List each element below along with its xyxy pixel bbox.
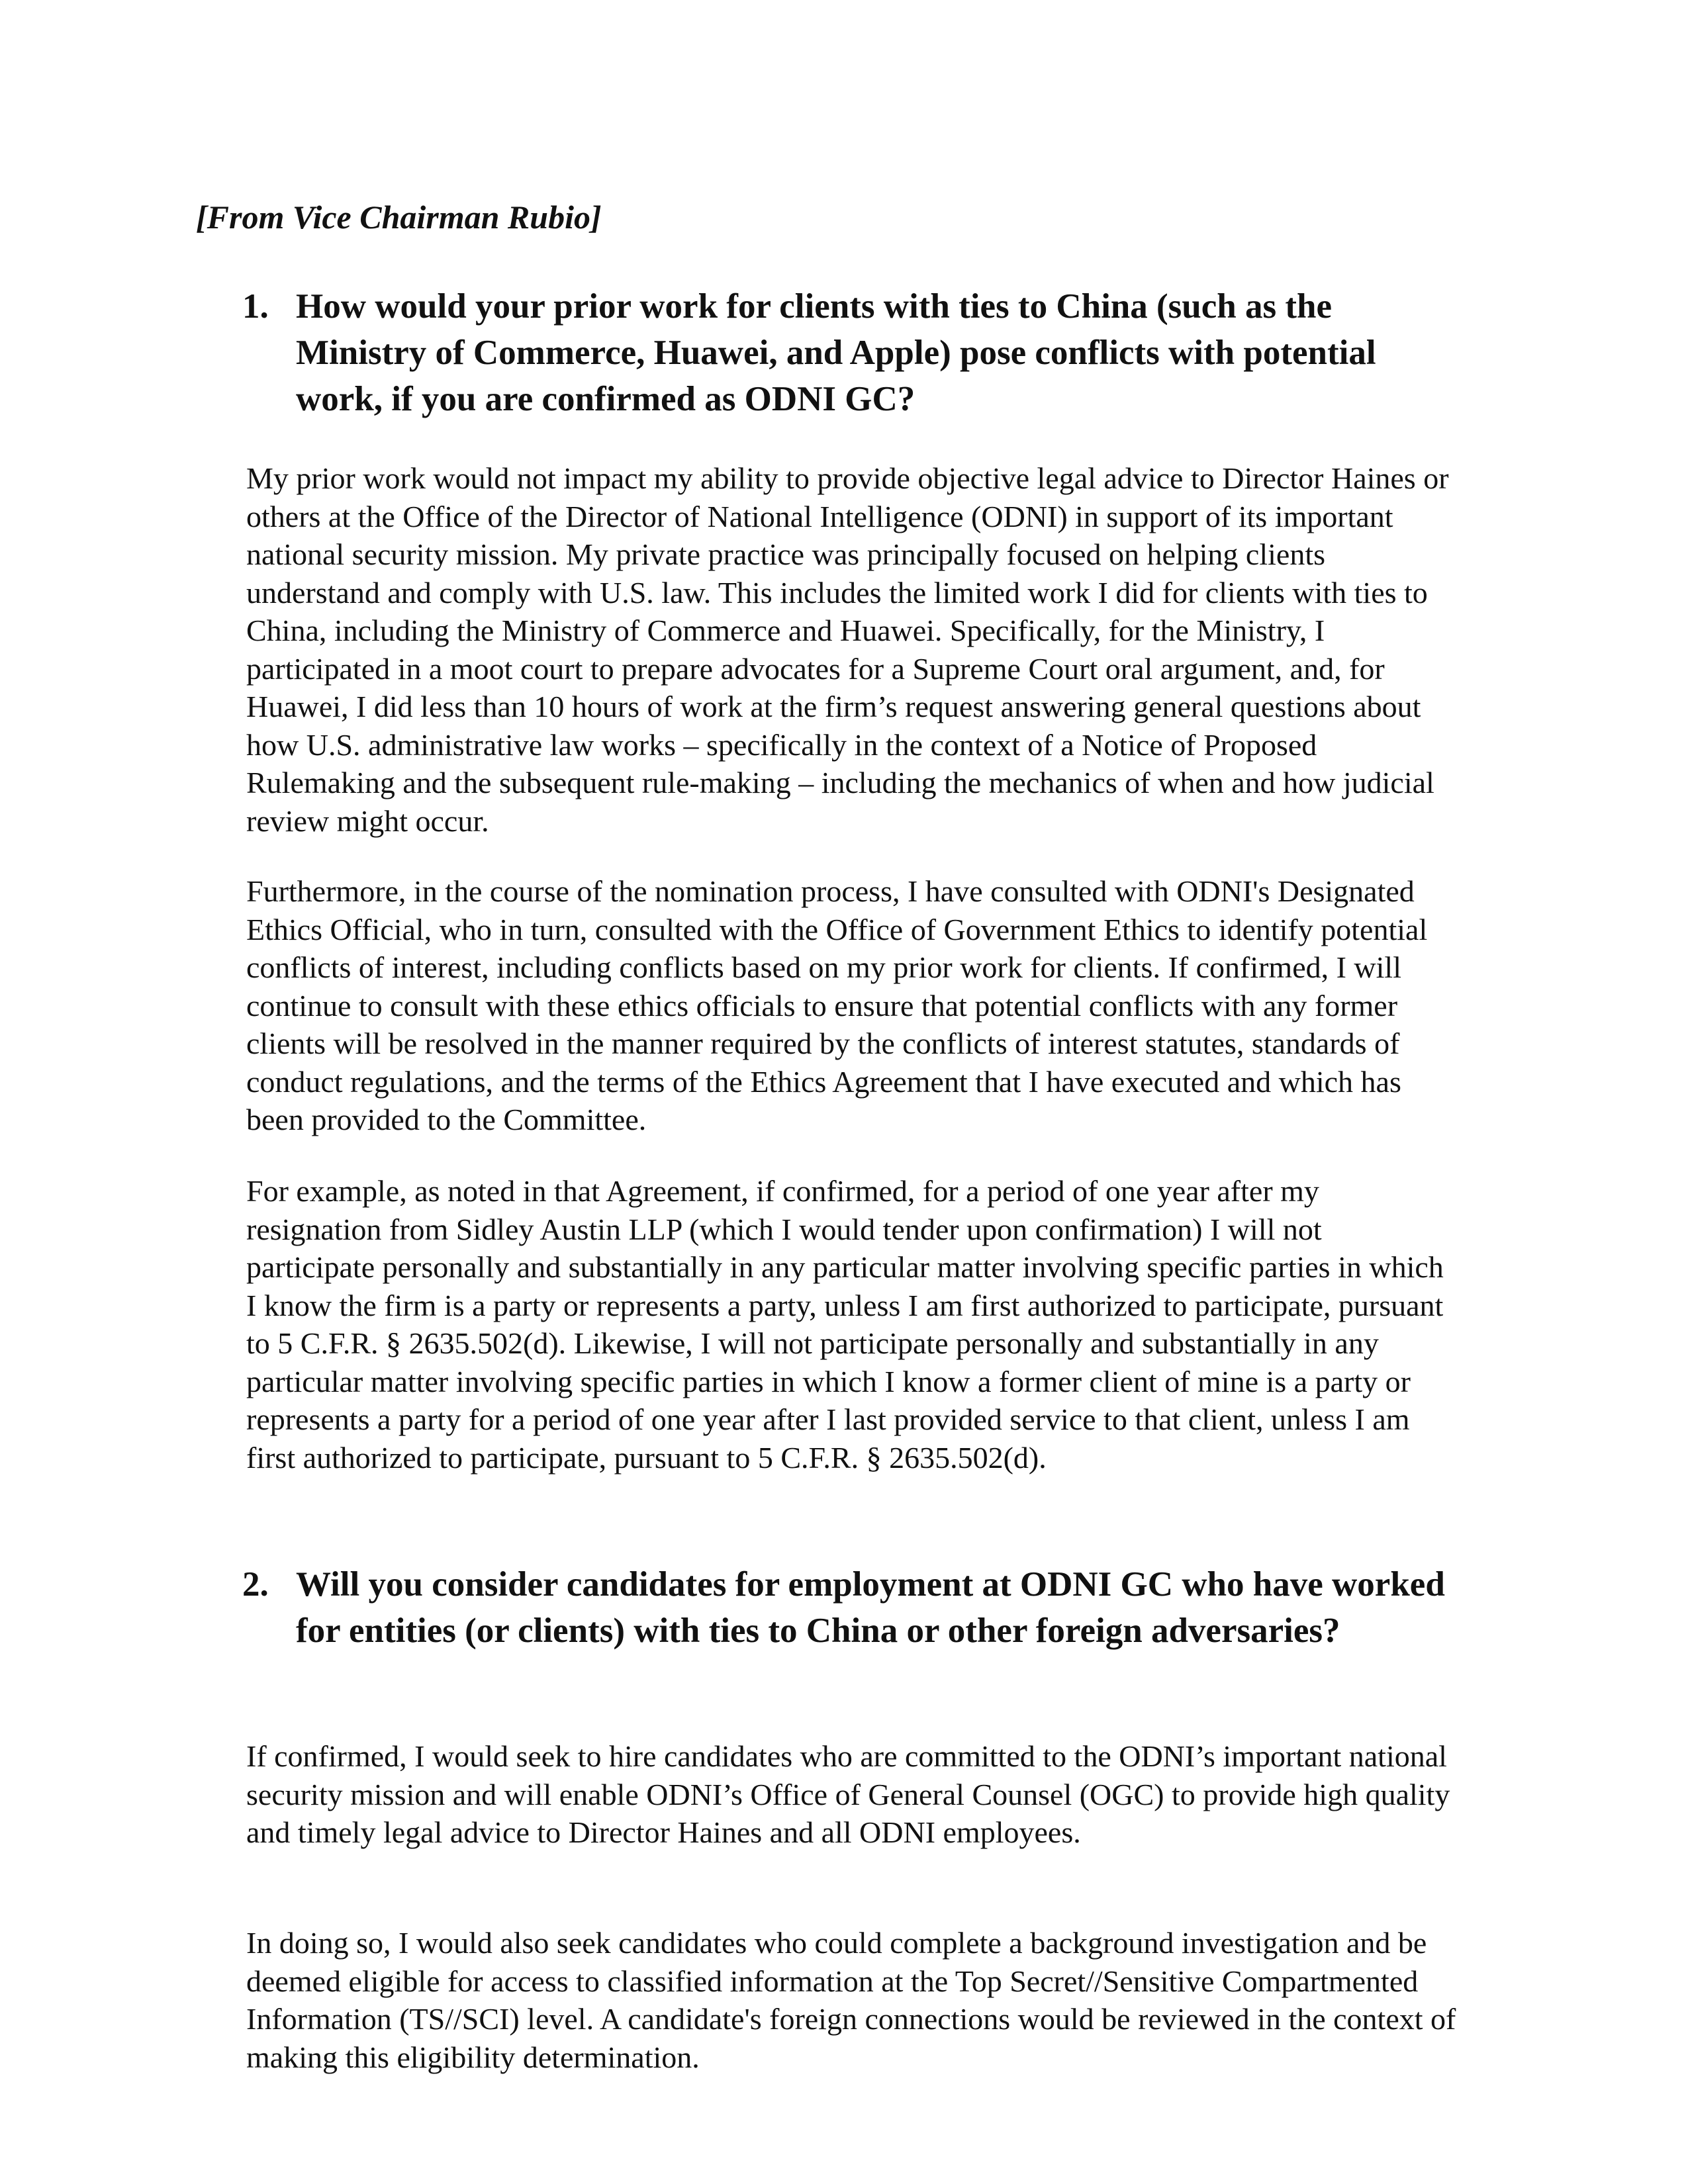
question-number: 1. [242,287,269,326]
question-number: 2. [242,1565,269,1604]
answer-paragraph: In doing so, I would also seek candidates who could complete a background investigation and be deemed eligible for access to classified information at the Top Secret//Sensitive Compartmented Information (TS//SCI) level. A candidate's foreign connections would be reviewed in the context of making this eligibility determination. [246,1926,1456,2074]
header-note: [From Vice Chairman Rubio] [196,199,602,236]
question-1 [242,283,1460,422]
answer-paragraph: My prior work would not impact my ability to provide objective legal advice to Director Haines or others at the Office of the Director of National Intelligence (ODNI) in support of its important national security mission. My private practice was principally focused on helping clients understand and comply with U.S. law. This includes the limited work I did for clients with ties to China, including the Ministry of Commerce and Huawei. Specifically, for the Ministry, I participated in a moot court to prepare advocates for a Supreme Court oral argument, and, for Huawei, I did less than 10 hours of work at the firm’s request answering general questions about how U.S. administrative law works – specifically in the context of a Notice of Proposed Rulemaking and the subsequent rule-making – including the mechanics of when and how judicial review might occur. [246,461,1449,838]
question-text: Will you consider candidates for employment at ODNI GC who have worked for entities (or clients) with ties to China or other foreign adversaries? [296,1565,1445,1650]
answer-paragraph: If confirmed, I would seek to hire candidates who are committed to the ODNI’s important national security mission and will enable ODNI’s Office of General Counsel (OGC) to provide high quality and timely legal advice to Director Haines and all ODNI employees. [246,1739,1450,1849]
question-text: How would your prior work for clients with ties to China (such as the Ministry of Commerce, Huawei, and Apple) pose conflicts with potential work, if you are confirmed as ODNI GC? [296,287,1376,418]
answer-paragraph: Furthermore, in the course of the nomination process, I have consulted with ODNI's Designated Ethics Official, who in turn, consulted with the Office of Government Ethics to identify potential conflicts of interest, including conflicts based on my prior work for clients. If confirmed, I will continue to consult with these ethics officials to ensure that potential conflicts with any former clients will be resolved in the manner required by the conflicts of interest statutes, standards of conduct regulations, and the terms of the Ethics Agreement that I have executed and which has been provided to the Committee. [246,874,1428,1136]
answer-paragraph: For example, as noted in that Agreement, if confirmed, for a period of one year after my resignation from Sidley Austin LLP (which I would tender upon confirmation) I will not participate personally and substantially in any particular matter involving specific parties in which I know the firm is a party or represents a party, unless I am first authorized to participate, pursuant to 5 C.F.R. § 2635.502(d). Likewise, I will not participate personally and substantially in any particular matter involving specific parties in which I know a former client of mine is a party or represents a party for a period of one year after I last provided service to that client, unless I am first authorized to participate, pursuant to 5 C.F.R. § 2635.502(d). [246,1174,1444,1475]
question-2 [242,1561,1460,1654]
